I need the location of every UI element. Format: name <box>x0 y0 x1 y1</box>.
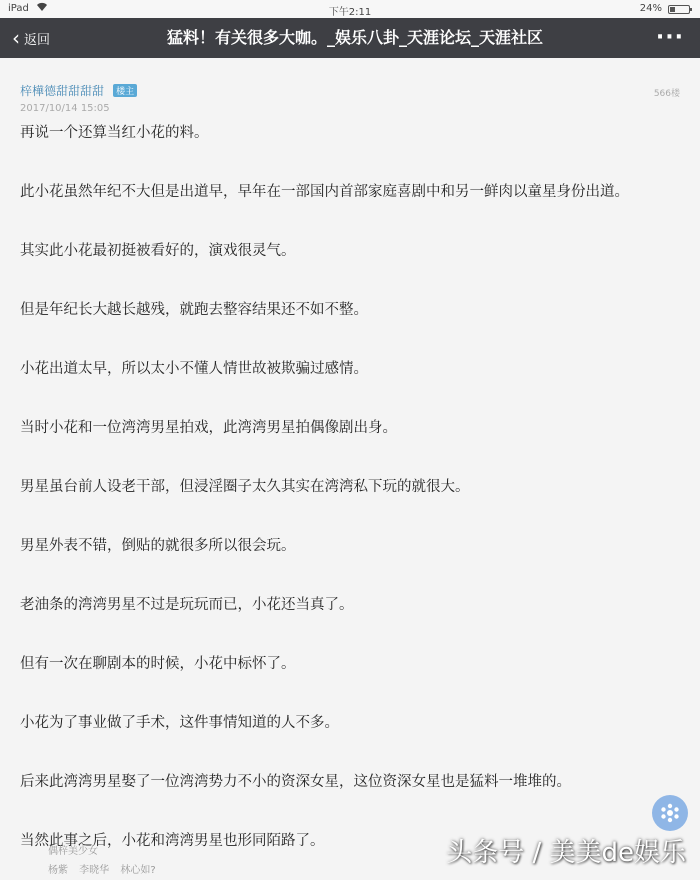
reply-preview <box>48 842 348 876</box>
back-label: 返回 <box>24 32 51 48</box>
back-button[interactable] <box>12 18 50 58</box>
watermark: 头条号 / 美美de娱乐 <box>446 838 686 868</box>
post-paragraph: 小花出道太早，所以太小不懂人情世故被欺骗过感情。 <box>20 361 368 377</box>
status-bar <box>0 0 700 18</box>
post-paragraph: 当然此事之后，小花和湾湾男星也形同陌路了。 <box>20 833 325 849</box>
post-paragraph: 男星虽台前人设老干部，但浸淫圈子太久其实在湾湾私下玩的就很大。 <box>20 479 470 495</box>
navigation-bar <box>0 18 700 58</box>
post-paragraph: 后来此湾湾男星娶了一位湾湾势力不小的资深女星，这位资深女星也是猛料一堆堆的。 <box>20 774 571 790</box>
battery-percentage: 24% <box>639 3 662 14</box>
page-title: 猛料！有关很多大咖。_娱乐八卦_天涯论坛_天涯社区 <box>166 28 543 47</box>
chevron-left-icon: ‹ <box>12 26 20 50</box>
post-date: 2017/10/14 15:05 <box>20 103 110 114</box>
post-paragraph: 但是年纪长大越长越残，就跑去整容结果还不如不整。 <box>20 302 368 318</box>
post-paragraph: 此小花虽然年纪不大但是出道早，早年在一部国内首部家庭喜剧中和另一鲜肉以童星身份出道。 <box>20 184 629 200</box>
author-badge: 楼主 <box>113 84 137 97</box>
post-paragraph: 男星外表不错，倒贴的就很多所以很会玩。 <box>20 538 296 554</box>
post-paragraph: 老油条的湾湾男星不过是玩玩而已，小花还当真了。 <box>20 597 354 613</box>
reply-author[interactable]: 偶梓美少女 <box>48 846 98 857</box>
post-paragraph: 但有一次在聊剧本的时候，小花中标怀了。 <box>20 656 296 672</box>
post-paragraph: 当时小花和一位湾湾男星拍戏，此湾湾男星拍偶像剧出身。 <box>20 420 397 436</box>
battery-icon <box>668 5 690 14</box>
post-paragraph: 再说一个还算当红小花的料。 <box>20 125 209 141</box>
floor-number: 566楼 <box>653 89 680 99</box>
post-author-link[interactable]: 梓樺德甜甜甜甜 <box>20 84 105 98</box>
post-paragraph: 小花为了事业做了手术，这件事情知道的人不多。 <box>20 715 339 731</box>
clock: 下午2:11 <box>328 7 372 18</box>
device-name: iPad <box>8 3 29 14</box>
post-header <box>20 80 680 120</box>
post-content <box>20 120 682 880</box>
post-paragraph: 其实此小花最初挺被看好的，演戏很灵气。 <box>20 243 296 259</box>
reply-text: 杨紫 李晓华 林心如? <box>48 865 156 876</box>
community-icon[interactable] <box>652 795 688 831</box>
more-dots-icon[interactable]: ··· <box>655 25 684 50</box>
